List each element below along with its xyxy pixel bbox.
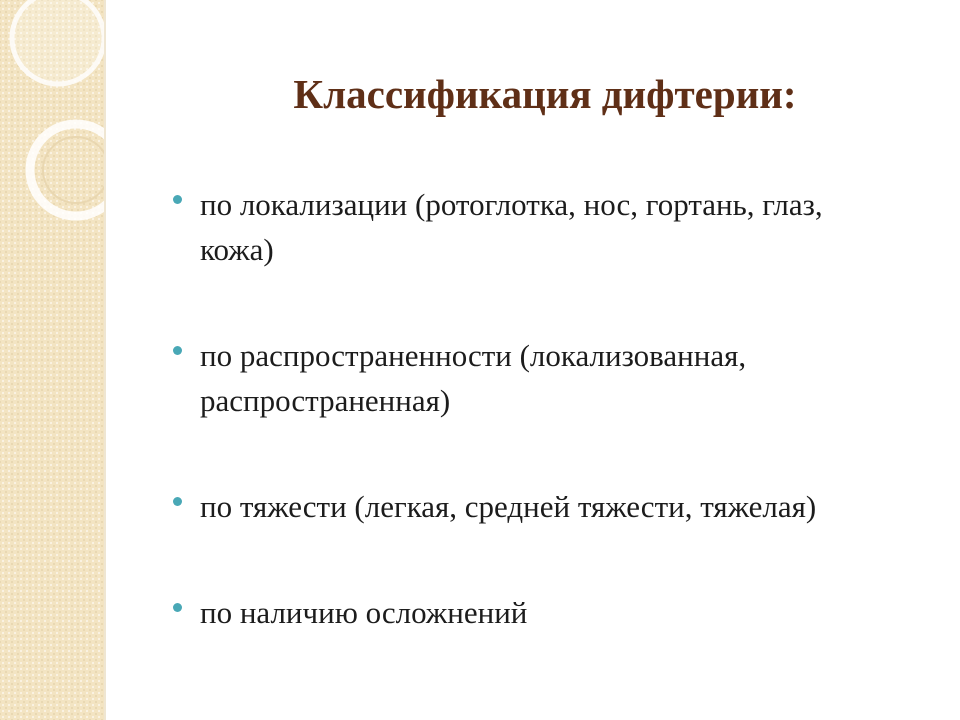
bullet-text: по наличию осложнений [200,595,528,630]
bullet-item [172,590,892,635]
bullet-list [172,182,892,635]
bullet-dot-icon [173,195,182,204]
bullet-dot-icon [173,497,182,506]
bullet-text: по тяжести (легкая, средней тяжести, тяжелая) [200,489,817,524]
bullet-item [172,182,892,272]
bullet-dot-icon [173,603,182,612]
bullet-dot-icon [173,346,182,355]
bullet-text: по локализации (ротоглотка, нос, гортань, глаз, кожа) [200,187,823,267]
bullet-text: по распространенности (локализованная, распространенная) [200,338,747,418]
slide-title: Классификация дифтерии: [293,71,797,117]
bullet-item [172,333,892,423]
bullet-item [172,484,892,529]
